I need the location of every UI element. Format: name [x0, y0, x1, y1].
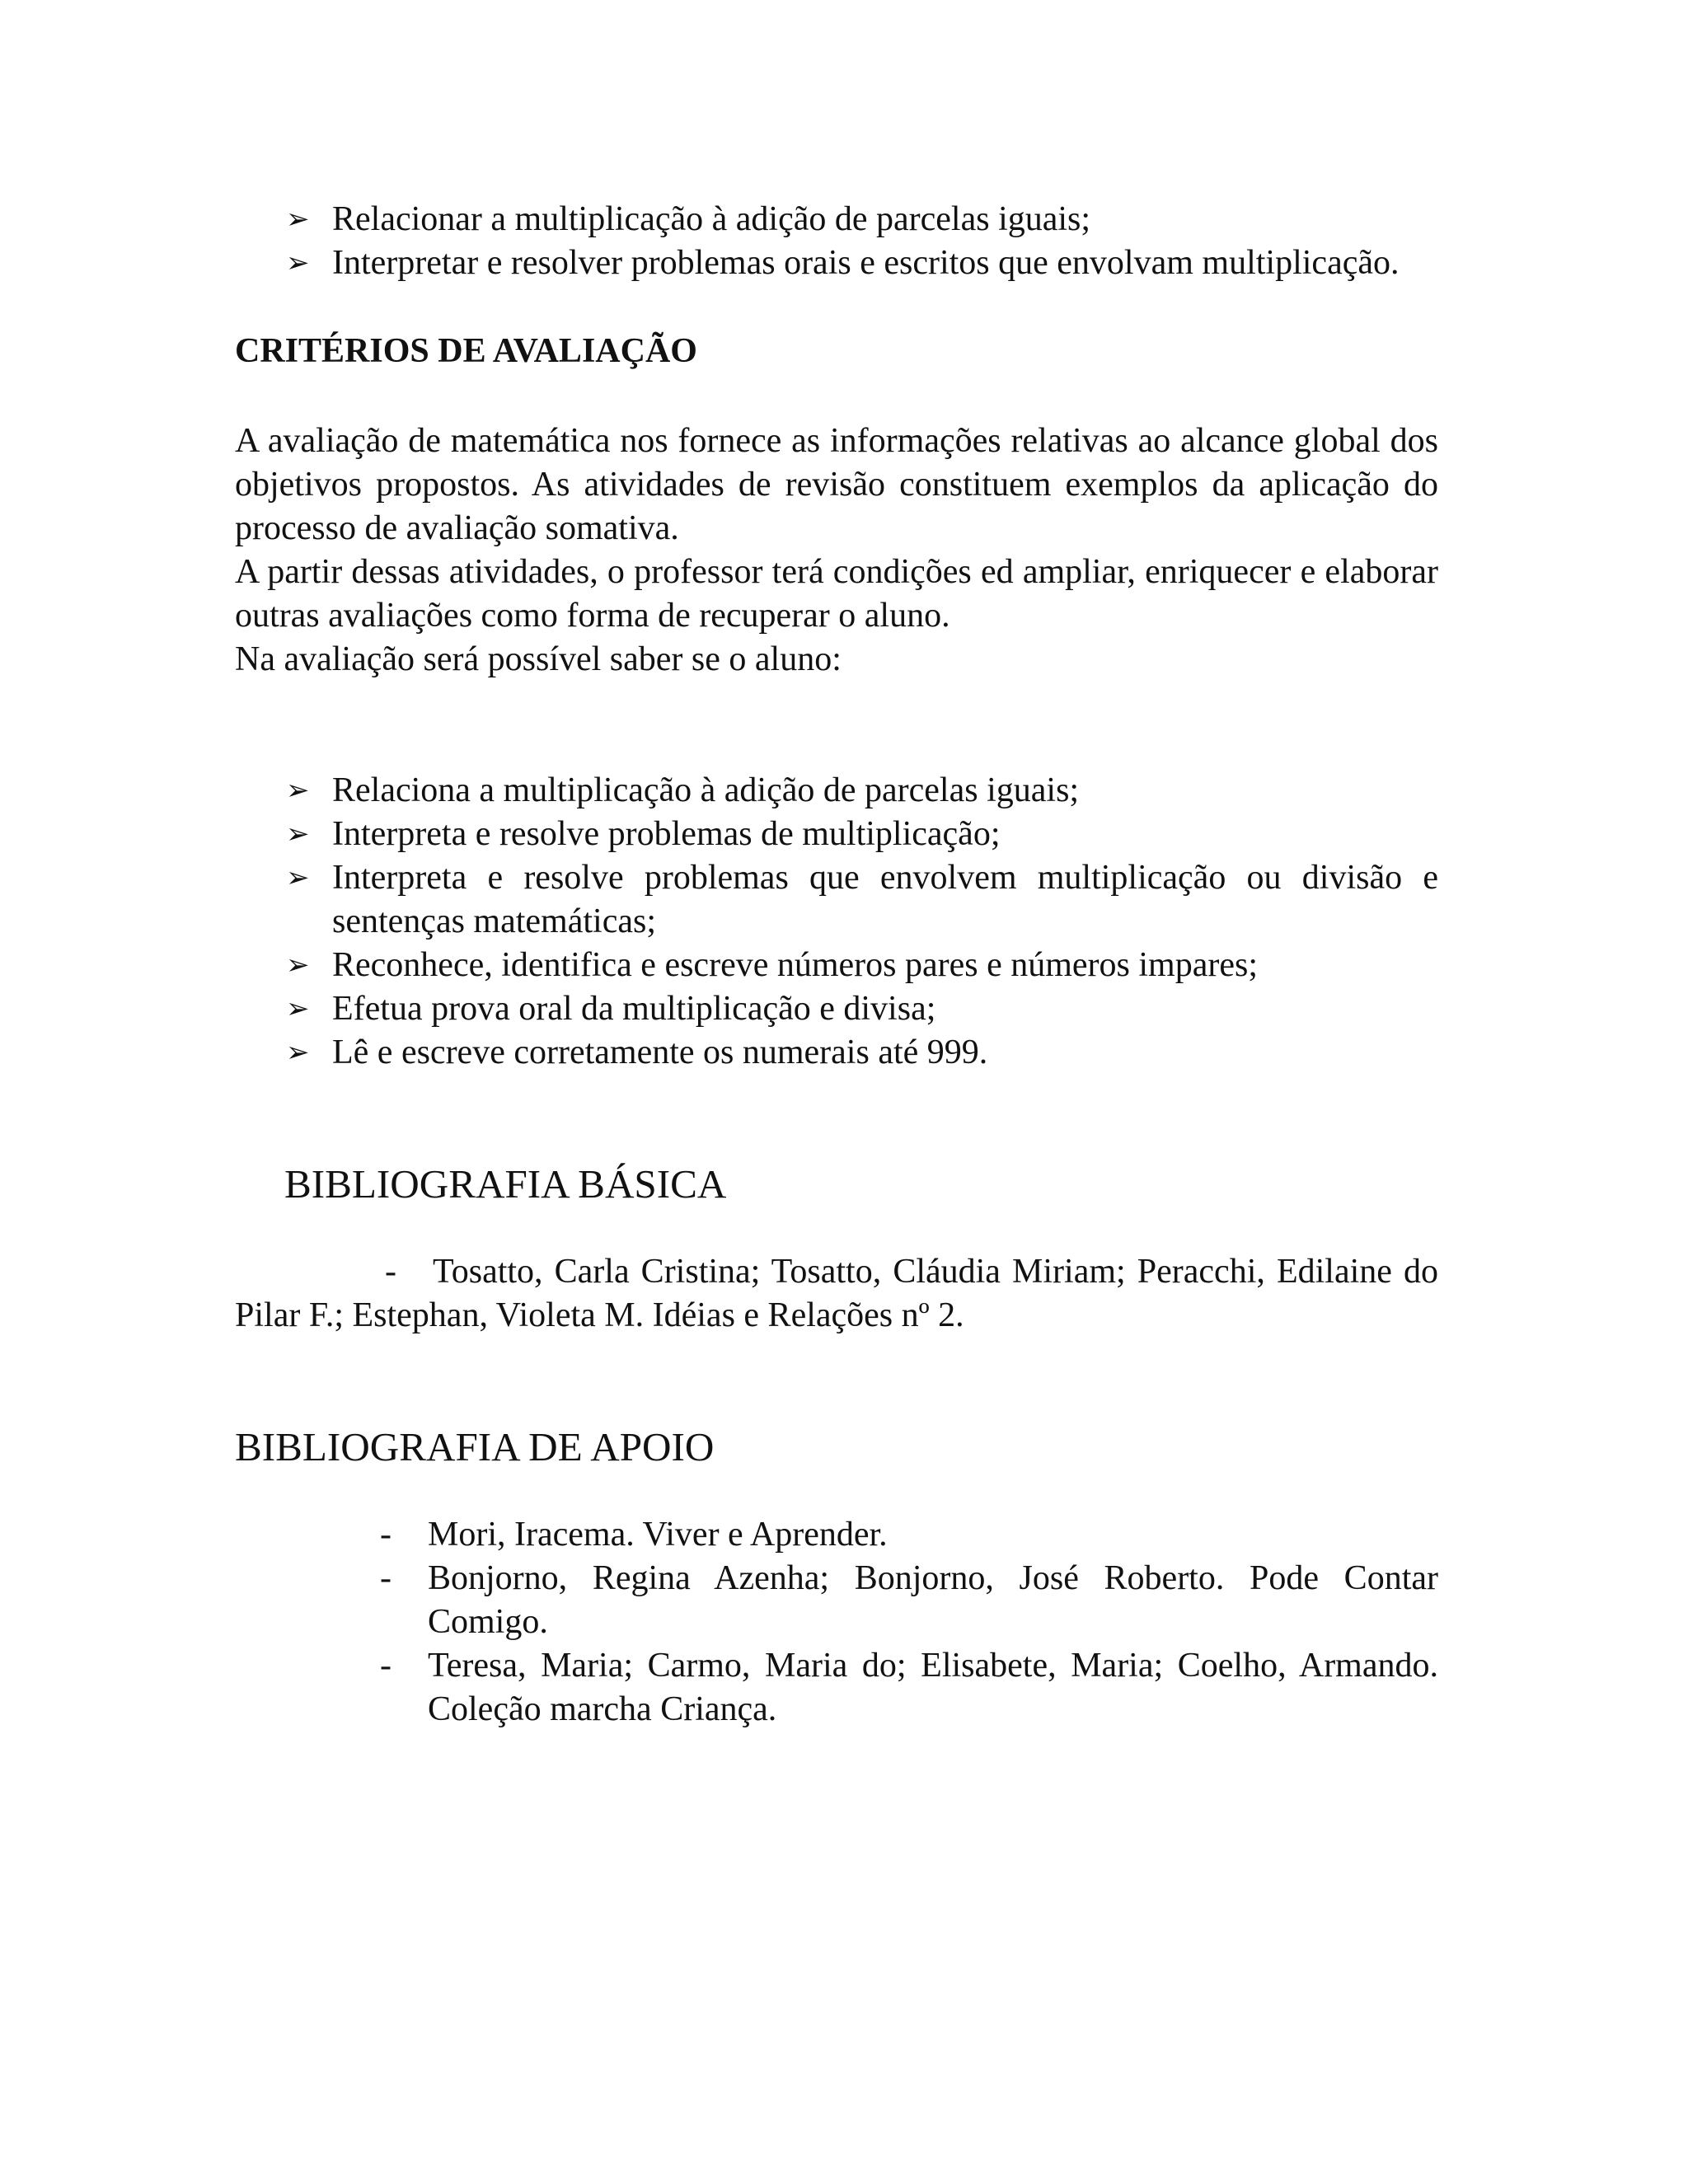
bibliography-support-list — [235, 1513, 1438, 1732]
bibliography-entry-text: Teresa, Maria; Carmo, Maria do; Elisabete, Maria; Coelho, Armando. Coleção marcha Criança. — [428, 1647, 1438, 1728]
list-item-text: Relaciona a multiplicação à adição de parcelas iguais; — [332, 771, 1080, 809]
criteria-paragraph: A partir dessas atividades, o professor terá condições ed ampliar, enriquecer e elaborar outras avaliações como forma de recuperar o aluno. — [235, 553, 1438, 635]
dash-marker: - — [380, 1647, 392, 1685]
list-item — [286, 944, 1438, 987]
list-item — [286, 769, 1438, 813]
list-item-text: Interpretar e resolver problemas orais e escritos que envolvam multiplicação. — [332, 244, 1400, 282]
arrowhead-bullet-icon: ➢ — [286, 1036, 310, 1069]
list-item — [380, 1644, 1438, 1732]
arrowhead-bullet-icon: ➢ — [286, 949, 310, 982]
arrowhead-bullet-icon: ➢ — [286, 246, 310, 279]
bibliography-basic-heading: BIBLIOGRAFIA BÁSICA — [284, 1161, 727, 1207]
arrowhead-bullet-icon: ➢ — [286, 818, 310, 851]
dash-marker: - — [380, 1516, 392, 1554]
list-item — [286, 856, 1438, 944]
list-item — [380, 1513, 1438, 1557]
spacer — [235, 1075, 1438, 1162]
dash-marker: - — [380, 1559, 392, 1597]
arrowhead-bullet-icon: ➢ — [286, 861, 310, 894]
list-item — [286, 241, 1438, 285]
document-content — [235, 198, 1438, 1732]
list-item-text: Reconhece, identifica e escreve números pares e números impares; — [332, 946, 1259, 984]
objectives-list — [235, 198, 1438, 285]
arrowhead-bullet-icon: ➢ — [286, 203, 310, 236]
bibliography-support-heading: BIBLIOGRAFIA DE APOIO — [235, 1424, 715, 1469]
list-item-text: Interpreta e resolve problemas de multiplicação; — [332, 815, 1001, 853]
list-item — [286, 813, 1438, 856]
criteria-list — [235, 769, 1438, 1075]
criteria-paragraph: Na avaliação será possível saber se o aluno: — [235, 640, 842, 678]
dash-marker: - — [385, 1253, 396, 1291]
arrowhead-bullet-icon: ➢ — [286, 774, 310, 807]
spacer — [235, 1338, 1438, 1425]
spacer — [235, 682, 1438, 769]
criteria-paragraph: A avaliação de matemática nos fornece as informações relativas ao alcance global dos objetivos propostos. As atividades de revisão constituem exemplos da aplicação do processo de avaliação somativa. — [235, 422, 1438, 547]
list-item-text: Lê e escreve corretamente os numerais até 999. — [332, 1033, 988, 1071]
list-item-text: Interpreta e resolve problemas que envolvem multiplicação ou divisão e sentenças matemáticas; — [332, 859, 1438, 940]
bibliography-entry-text: Tosatto, Carla Cristina; Tosatto, Cláudia Miriam; Peracchi, Edilaine do Pilar F.; Estephan, Violeta M. Idéias e Relações nº 2. — [235, 1253, 1438, 1334]
bibliography-basic-entry — [235, 1250, 1438, 1338]
bibliography-entry-text: Bonjorno, Regina Azenha; Bonjorno, José Roberto. Pode Contar Comigo. — [428, 1559, 1438, 1641]
arrowhead-bullet-icon: ➢ — [286, 992, 310, 1025]
list-item — [286, 1031, 1438, 1075]
list-item — [380, 1557, 1438, 1644]
list-item-text: Relacionar a multiplicação à adição de parcelas iguais; — [332, 200, 1091, 238]
list-item — [286, 987, 1438, 1031]
list-item-text: Efetua prova oral da multiplicação e divisa; — [332, 990, 936, 1028]
list-item — [286, 198, 1438, 241]
criteria-heading: CRITÉRIOS DE AVALIAÇÃO — [235, 332, 697, 370]
bibliography-entry-text: Mori, Iracema. Viver e Aprender. — [428, 1516, 888, 1554]
